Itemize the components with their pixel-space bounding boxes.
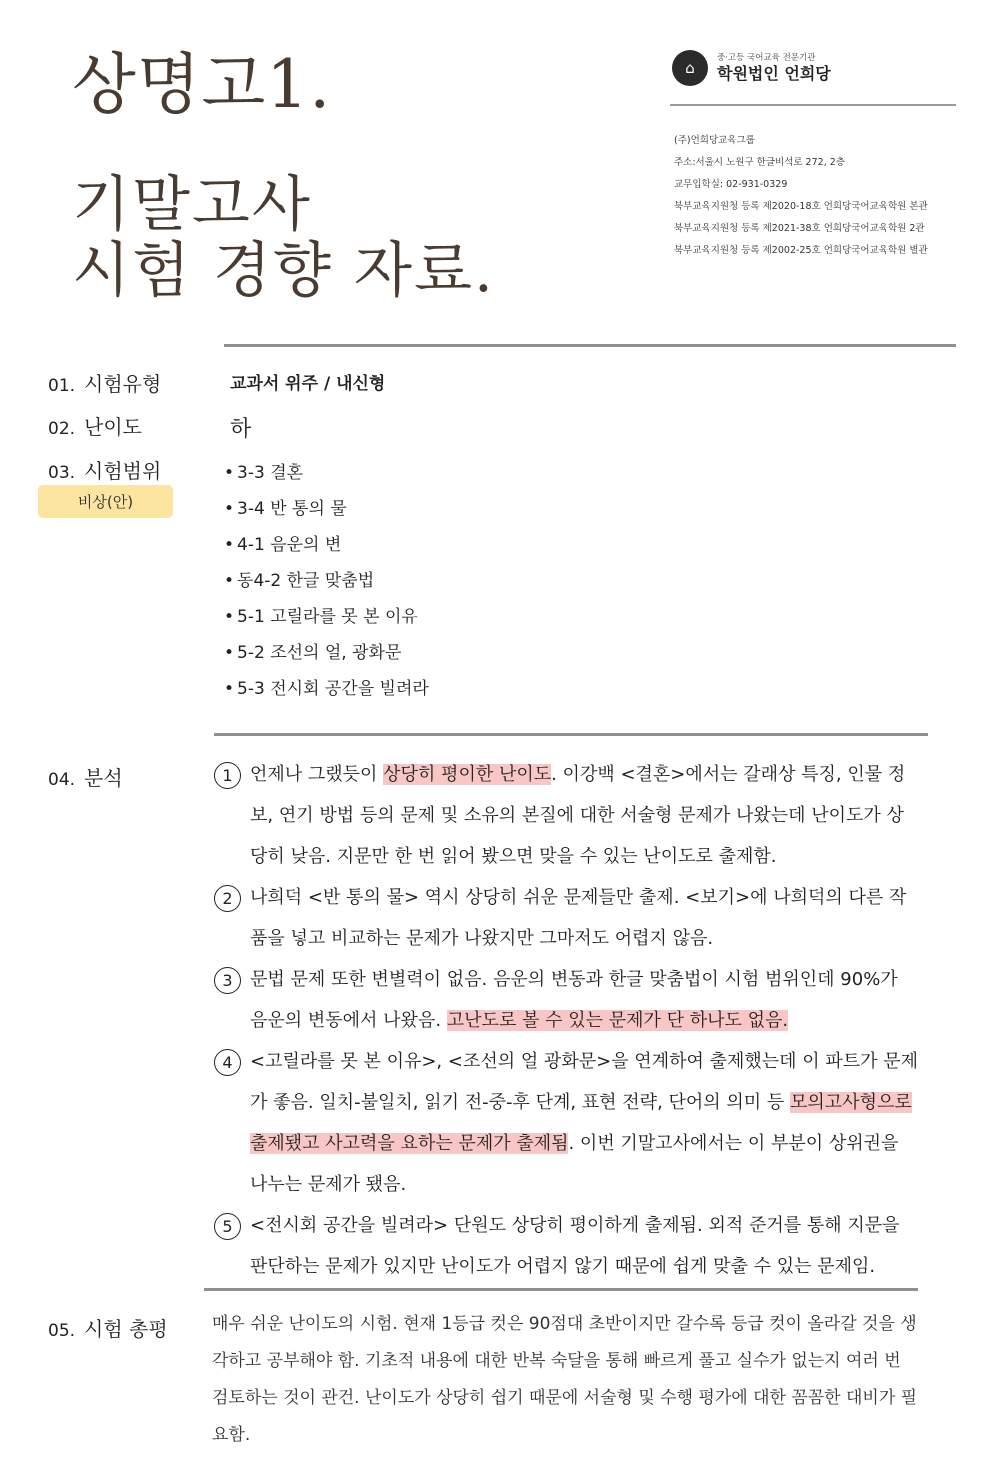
- company-line: 교무입학실: 02-931-0329: [674, 179, 788, 190]
- analysis-item: [214, 1041, 920, 1205]
- analysis-item: [214, 1205, 920, 1287]
- item-number-circle: 3: [214, 967, 241, 994]
- analysis-text: 문법 문제 또한 변별력이 없음. 음운의 변동과 한글 맞춤법이 시험 범위인데 90%가 음운의 변동에서 나왔음.: [250, 969, 898, 1031]
- item-number-circle: 5: [214, 1213, 241, 1240]
- range-item: • 3-4 반 통의 물: [224, 494, 429, 530]
- section-label-summary: [48, 1313, 168, 1342]
- subtitle-line-2: 시험 경향 자료.: [72, 236, 495, 306]
- analysis-item: [214, 877, 920, 959]
- highlighted-text: 상당히 평이한 난이도: [383, 764, 552, 785]
- item-number-circle: 1: [214, 762, 241, 789]
- range-item: • 5-1 고릴라를 못 본 이유: [224, 602, 429, 638]
- company-line: 북부교육지원청 등록 제2002-25호 언희당국어교육학원 별관: [674, 245, 928, 256]
- logo-emblem-icon: ⌂: [672, 50, 708, 86]
- analysis-item: [214, 959, 920, 1041]
- analysis-text: 나희덕 <반 통의 물> 역시 상당히 쉬운 문제들만 출제. <보기>에 나희덕의 다른 작품을 넣고 비교하는 문제가 나왔지만 그마저도 어렵지 않음.: [250, 887, 907, 949]
- range-item: • 동4-2 한글 맞춤법: [224, 566, 429, 602]
- item-number-circle: 4: [214, 1049, 241, 1076]
- section-title: 시험유형: [84, 372, 162, 396]
- logo-name: 학원법인 언희당: [717, 63, 831, 83]
- company-line: 주소:서울시 노원구 한글비석로 272, 2층: [674, 157, 845, 168]
- exam-type-value: 교과서 위주 / 내신형: [230, 374, 386, 394]
- company-line: 북부교육지원청 등록 제2020-18호 언희당국어교육학원 본관: [674, 201, 928, 212]
- exam-range-list: [224, 458, 429, 710]
- analysis-text: . 이번 기말고사에서는 이 부분이 상위권을 나누는 문제가 됐음.: [250, 1133, 899, 1195]
- subtitle-line-1: 기말고사: [72, 170, 312, 240]
- section-divider: [224, 344, 956, 347]
- section-number: 01.: [48, 376, 76, 396]
- company-line: 북부교육지원청 등록 제2021-38호 언희당국어교육학원 2관: [674, 223, 925, 234]
- header-divider: [670, 104, 956, 106]
- company-line: (주)언희당교육그룹: [674, 135, 755, 146]
- section-number: 02.: [48, 419, 76, 439]
- textbook-badge: 비상(안): [38, 485, 173, 518]
- analysis-text: <고릴라를 못 본 이유>, <조선의 얼 광화문>을 연계하여 출제했는데 이 파트가 문제가 좋음. 일치-불일치, 읽기 전-중-후 단계, 표현 전략, 단어의 의미 등: [250, 1051, 919, 1113]
- item-number-circle: 2: [214, 885, 241, 912]
- highlighted-text: 모의고사형으로 출제됐고 사고력을 요하는 문제가 출제됨: [250, 1092, 912, 1154]
- analysis-list: [214, 754, 920, 1287]
- range-item: • 5-2 조선의 얼, 광화문: [224, 638, 429, 674]
- page-title: 상명고1.: [72, 46, 332, 123]
- logo-subtitle: 중·고등 국어교육 전문기관: [717, 52, 816, 63]
- section-number: 05.: [48, 1321, 76, 1341]
- section-label-exam-type: [48, 368, 161, 397]
- section-divider: [214, 733, 928, 736]
- section-number: 04.: [48, 770, 76, 790]
- highlighted-text: 고난도로 볼 수 있는 문제가 단 하나도 없음.: [446, 1010, 789, 1031]
- section-title: 시험 총평: [84, 1317, 168, 1341]
- company-info: [674, 130, 928, 262]
- section-divider: [204, 1288, 918, 1291]
- analysis-item: [214, 754, 920, 877]
- section-number: 03.: [48, 463, 76, 483]
- range-item: • 3-3 결혼: [224, 458, 429, 494]
- section-label-analysis: [48, 762, 123, 791]
- range-item: • 4-1 음운의 변: [224, 530, 429, 566]
- section-title: 난이도: [84, 415, 142, 439]
- section-title: 시험범위: [84, 459, 162, 483]
- analysis-text: 언제나 그랬듯이: [250, 764, 384, 785]
- section-title: 분석: [84, 766, 123, 790]
- difficulty-value: 하: [230, 417, 252, 442]
- academy-logo: [672, 50, 831, 86]
- analysis-text: . 이강백 <결혼>에서는 갈래상 특징, 인물 정보, 연기 방법 등의 문제 및 소유의 본질에 대한 서술형 문제가 나왔는데 난이도가 상당히 낮음. 지문만 한 번 읽어 봤으면 맞을 수 있는 난이도로 출제함.: [250, 764, 906, 867]
- analysis-text: <전시회 공간을 빌려라> 단원도 상당히 평이하게 출제됨. 외적 준거를 통해 지문을 판단하는 문제가 있지만 난이도가 어렵지 않기 때문에 쉽게 맞출 수 있는 문제임.: [250, 1215, 900, 1277]
- page-subtitle: [72, 172, 495, 304]
- exam-summary-text: 매우 쉬운 난이도의 시험. 현재 1등급 컷은 90점대 초반이지만 갈수록 등급 컷이 올라갈 것을 생각하고 공부해야 함. 기초적 내용에 대한 반복 숙달을 통해 빠르게 풀고 실수가 없는지 여러 번 검토하는 것이 관건. 난이도가 상당히 쉽기 때문에 서술형 및 수행 평가에 대한 꼼꼼한 대비가 필요함.: [212, 1314, 918, 1445]
- range-item: • 5-3 전시회 공간을 빌려라: [224, 674, 429, 710]
- section-label-exam-range: [48, 455, 161, 484]
- section-label-difficulty: [48, 411, 142, 440]
